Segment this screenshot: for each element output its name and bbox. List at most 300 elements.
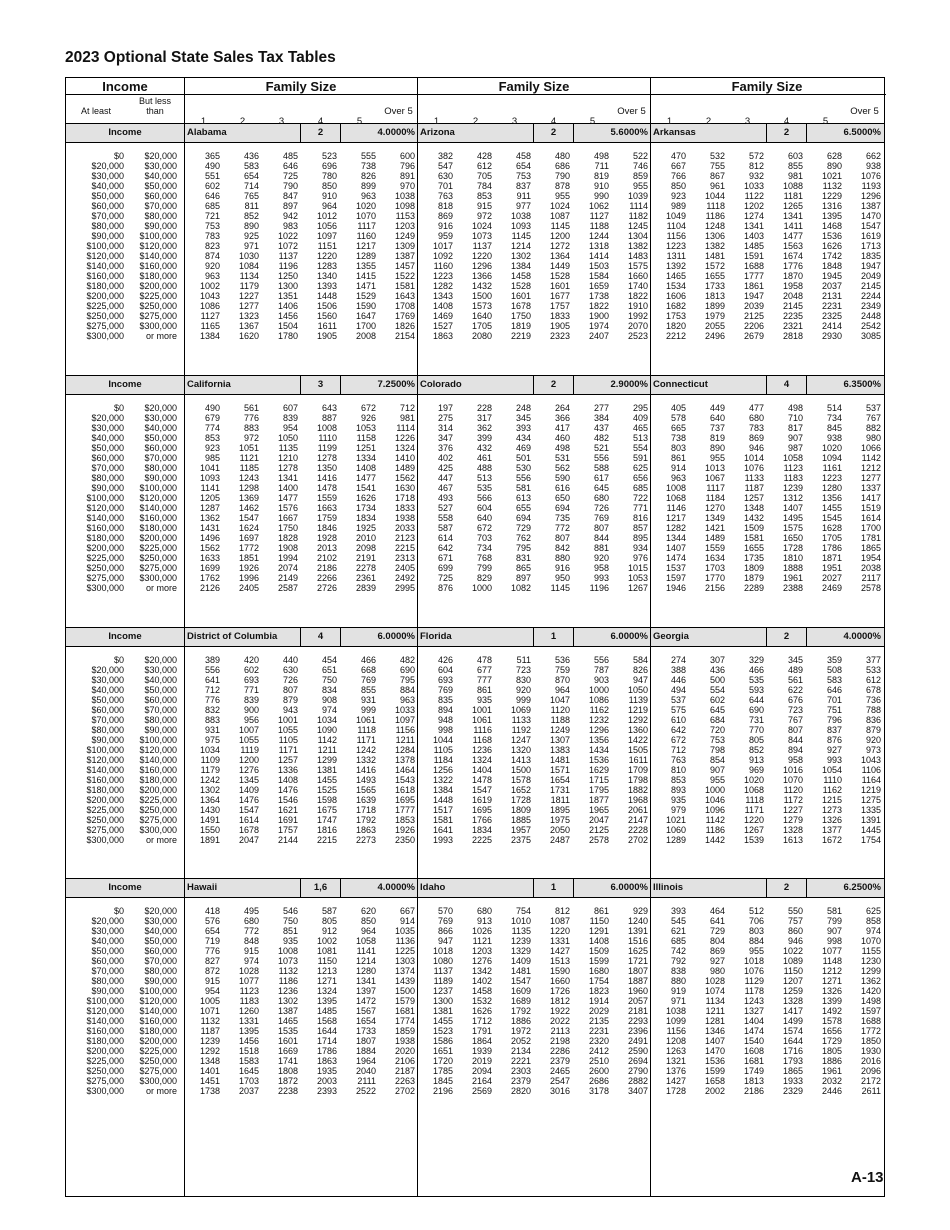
tax-amount: 1073 xyxy=(471,231,492,241)
tax-amount: 1186 xyxy=(705,211,725,221)
tax-amount: 1133 xyxy=(511,715,531,725)
tax-amount: 1769 xyxy=(394,311,415,321)
tax-amount: 1674 xyxy=(782,251,803,261)
tax-amount: 880 xyxy=(554,553,570,563)
tax-amount: 2074 xyxy=(277,563,298,573)
tax-amount: 2020 xyxy=(394,1046,415,1056)
tax-amount: 393 xyxy=(515,423,531,433)
tax-amount: 751 xyxy=(826,705,842,715)
tax-amount: 1708 xyxy=(394,301,415,311)
tax-amount: 807 xyxy=(554,533,570,543)
tax-amount: 895 xyxy=(632,533,648,543)
family-size-column xyxy=(534,906,570,1096)
tax-amount: 1659 xyxy=(588,281,609,291)
tax-amount: 2465 xyxy=(549,1066,570,1076)
tax-amount: 1120 xyxy=(783,785,803,795)
tax-amount: 1740 xyxy=(627,281,648,291)
tax-amount: 1156 xyxy=(395,725,415,735)
income-but-less-than: or more xyxy=(145,835,177,845)
tax-amount: 907 xyxy=(826,926,842,936)
tax-amount: 2611 xyxy=(861,1086,881,1096)
tax-amount: 1925 xyxy=(355,523,376,533)
tax-amount: 1926 xyxy=(394,825,415,835)
tax-amount: 1581 xyxy=(432,815,453,825)
tax-amount: 837 xyxy=(826,725,842,735)
family-size-column xyxy=(340,655,376,845)
tax-amount: 712 xyxy=(204,685,220,695)
tax-amount: 2231 xyxy=(588,1026,609,1036)
tax-amount: 1092 xyxy=(432,251,453,261)
tax-amount: 1421 xyxy=(704,523,725,533)
tax-amount: 1244 xyxy=(588,231,609,241)
tax-amount: 1296 xyxy=(471,261,492,271)
tax-amount: 1644 xyxy=(782,1036,803,1046)
family-size-col-label: 3 xyxy=(278,116,285,127)
family-size-col-label: 1 xyxy=(200,116,207,127)
tax-amount: 1663 xyxy=(316,503,337,513)
tax-amount: 2154 xyxy=(394,331,415,341)
tax-amount: 884 xyxy=(748,936,764,946)
tax-amount: 1462 xyxy=(238,503,259,513)
tax-amount: 1211 xyxy=(317,745,337,755)
tax-amount: 1298 xyxy=(238,483,259,493)
tax-amount: 763 xyxy=(670,755,686,765)
tax-amount: 1020 xyxy=(743,775,764,785)
tax-amount: 1119 xyxy=(240,745,259,755)
tax-amount: 1536 xyxy=(588,755,609,765)
tax-amount: 1629 xyxy=(588,765,609,775)
tax-amount: 710 xyxy=(787,413,803,423)
tax-amount: 765 xyxy=(243,191,259,201)
tax-amount: 477 xyxy=(748,403,764,413)
tax-amount: 1695 xyxy=(471,805,492,815)
tax-amount: 1349 xyxy=(704,513,725,523)
tax-amount: 1895 xyxy=(549,805,570,815)
tax-amount: 1812 xyxy=(549,996,570,1006)
tax-amount: 384 xyxy=(593,413,609,423)
tax-amount: 1304 xyxy=(627,231,648,241)
income-but-less-than: $140,000 xyxy=(139,1006,177,1016)
tax-amount: 1247 xyxy=(510,735,531,745)
tax-amount: 767 xyxy=(787,715,803,725)
tax-amount: 646 xyxy=(282,161,298,171)
tax-amount: 946 xyxy=(748,443,764,453)
tax-amount: 1958 xyxy=(782,281,803,291)
tax-amount: 1513 xyxy=(549,956,570,966)
tax-amount: 1403 xyxy=(743,231,764,241)
tax-amount: 1500 xyxy=(394,986,415,996)
tax-amount: 1445 xyxy=(860,825,881,835)
tax-amount: 959 xyxy=(437,231,453,241)
tax-amount: 641 xyxy=(709,916,725,926)
tax-amount: 1819 xyxy=(510,321,531,331)
tax-amount: 1772 xyxy=(860,1026,881,1036)
tax-amount: 556 xyxy=(593,453,609,463)
tax-amount: 1038 xyxy=(665,1006,686,1016)
tax-amount: 1243 xyxy=(743,996,764,1006)
tax-amount: 848 xyxy=(243,936,259,946)
tax-amount: 1863 xyxy=(432,331,453,341)
tax-amount: 613 xyxy=(515,493,531,503)
tax-amount: 818 xyxy=(437,201,453,211)
tax-amount: 1219 xyxy=(627,705,648,715)
tax-amount: 641 xyxy=(204,675,220,685)
tax-amount: 1478 xyxy=(471,775,492,785)
tax-amount: 1477 xyxy=(355,473,376,483)
tax-amount: 1277 xyxy=(238,301,259,311)
tax-amount: 1316 xyxy=(821,201,842,211)
income-at-least: $70,000 xyxy=(91,463,124,473)
family-size-column xyxy=(456,403,492,593)
income-but-less-than: $50,000 xyxy=(144,181,177,191)
tax-amount: 2156 xyxy=(704,583,725,593)
tax-amount: 1547 xyxy=(238,513,259,523)
tax-amount: 1076 xyxy=(860,171,881,181)
state-exemptions: 2 xyxy=(783,631,790,642)
state-exemptions: 4 xyxy=(317,631,324,642)
tax-amount: 1864 xyxy=(471,1036,492,1046)
tax-amount: 295 xyxy=(632,403,648,413)
tax-amount: 1299 xyxy=(860,966,881,976)
tax-amount: 1278 xyxy=(277,463,298,473)
tax-amount: 1996 xyxy=(238,573,259,583)
tax-amount: 622 xyxy=(787,685,803,695)
state-rate: 5.6000% xyxy=(610,127,648,138)
tax-amount: 1053 xyxy=(355,423,376,433)
tax-amount: 656 xyxy=(632,473,648,483)
family-size-col-label: 5 xyxy=(589,116,596,127)
tax-amount: 1417 xyxy=(782,1006,803,1016)
tax-amount: 1471 xyxy=(355,281,376,291)
tax-amount: 1404 xyxy=(471,765,492,775)
tax-amount: 1434 xyxy=(588,745,609,755)
tax-amount: 1850 xyxy=(860,1036,881,1046)
tax-amount: 1120 xyxy=(550,705,570,715)
tax-amount: 1142 xyxy=(861,453,881,463)
tax-amount: 1406 xyxy=(277,301,298,311)
tax-amount: 723 xyxy=(787,705,803,715)
income-but-less-than: $70,000 xyxy=(144,453,177,463)
tax-amount: 1547 xyxy=(471,785,492,795)
tax-amount: 1123 xyxy=(783,463,803,473)
tax-amount: 556 xyxy=(593,655,609,665)
tax-amount: 974 xyxy=(243,956,259,966)
tax-amount: 1351 xyxy=(277,291,298,301)
tax-amount: 796 xyxy=(826,715,842,725)
tax-amount: 418 xyxy=(204,906,220,916)
tax-amount: 734 xyxy=(476,543,492,553)
tax-amount: 1879 xyxy=(743,573,764,583)
tax-amount: 1660 xyxy=(549,976,570,986)
tax-amount: 393 xyxy=(670,906,686,916)
tax-amount: 1028 xyxy=(238,966,259,976)
tax-amount: 738 xyxy=(360,161,376,171)
tax-amount: 466 xyxy=(360,655,376,665)
tax-amount: 2496 xyxy=(704,331,725,341)
tax-amount: 970 xyxy=(399,181,415,191)
tax-amount: 1728 xyxy=(510,795,531,805)
tax-amount: 762 xyxy=(515,533,531,543)
tax-amount: 1599 xyxy=(588,956,609,966)
family-size-column xyxy=(184,655,220,845)
income-but-less-than: $275,000 xyxy=(139,815,177,825)
tax-amount: 587 xyxy=(321,906,337,916)
tax-amount: 329 xyxy=(748,655,764,665)
tax-amount: 1961 xyxy=(782,573,803,583)
tax-amount: 1256 xyxy=(432,765,453,775)
tax-amount: 935 xyxy=(670,795,686,805)
tax-amount: 2293 xyxy=(627,1016,648,1026)
tax-amount: 1021 xyxy=(821,171,842,181)
tax-amount: 1022 xyxy=(277,231,298,241)
tax-amount: 2590 xyxy=(627,1046,648,1056)
income-at-least: $20,000 xyxy=(91,161,124,171)
state-name: District of Columbia xyxy=(187,631,278,642)
exemptions-box-left xyxy=(533,123,534,142)
tax-amount: 1474 xyxy=(743,1026,764,1036)
exemptions-box-right xyxy=(340,375,341,394)
tax-amount: 1713 xyxy=(860,241,881,251)
tax-amount: 2686 xyxy=(588,1076,609,1086)
income-at-least: $100,000 xyxy=(86,745,124,755)
tax-amount: 1279 xyxy=(782,815,803,825)
tax-amount: 1334 xyxy=(355,453,376,463)
tax-amount: 1634 xyxy=(704,553,725,563)
state-rate: 6.3500% xyxy=(843,379,881,390)
state-rate: 6.0000% xyxy=(610,631,648,642)
tax-amount: 2039 xyxy=(743,301,764,311)
tax-amount: 684 xyxy=(709,715,725,725)
income-but-less-than: $140,000 xyxy=(139,251,177,261)
tax-amount: 561 xyxy=(243,403,259,413)
tax-amount: 1185 xyxy=(239,463,259,473)
tax-amount: 1291 xyxy=(588,926,609,936)
tax-amount: 893 xyxy=(670,785,686,795)
tax-amount: 1644 xyxy=(316,1026,337,1036)
state-name: Georgia xyxy=(653,631,689,642)
tax-amount: 2027 xyxy=(821,573,842,583)
tax-amount: 1077 xyxy=(238,976,259,986)
income-but-less-than: $200,000 xyxy=(139,533,177,543)
tax-amount: 866 xyxy=(437,926,453,936)
tax-amount: 725 xyxy=(437,573,453,583)
income-but-less-than: $30,000 xyxy=(144,916,177,926)
income-but-less-than: $30,000 xyxy=(144,665,177,675)
tax-amount: 1810 xyxy=(782,553,803,563)
tax-amount: 1150 xyxy=(783,966,803,976)
tax-amount: 750 xyxy=(321,675,337,685)
tax-amount: 1356 xyxy=(821,493,842,503)
tax-amount: 1106 xyxy=(861,765,881,775)
tax-amount: 1575 xyxy=(627,261,648,271)
tax-amount: 1302 xyxy=(510,251,531,261)
tax-amount: 440 xyxy=(282,655,298,665)
tax-amount: 1599 xyxy=(704,1066,725,1076)
tax-amount: 1227 xyxy=(238,291,259,301)
tax-amount: 1303 xyxy=(394,956,415,966)
family-size-column xyxy=(689,151,725,341)
tax-amount: 1795 xyxy=(588,785,609,795)
tax-amount: 954 xyxy=(282,423,298,433)
tax-amount: 706 xyxy=(748,916,764,926)
tax-amount: 876 xyxy=(437,583,453,593)
family-size-column xyxy=(184,906,220,1096)
tax-amount: 665 xyxy=(670,423,686,433)
tax-amount: 1720 xyxy=(432,1056,453,1066)
tax-amount: 678 xyxy=(865,685,881,695)
tax-amount: 1439 xyxy=(394,976,415,986)
tax-amount: 1058 xyxy=(355,936,376,946)
tax-amount: 1002 xyxy=(199,281,220,291)
tax-amount: 1271 xyxy=(821,976,842,986)
tax-amount: 755 xyxy=(709,161,725,171)
tax-amount: 1678 xyxy=(238,825,259,835)
tax-amount: 1573 xyxy=(471,301,492,311)
tax-amount: 874 xyxy=(204,251,220,261)
tax-amount: 753 xyxy=(709,735,725,745)
tax-amount: 2790 xyxy=(627,1066,648,1076)
tax-amount: 900 xyxy=(243,705,259,715)
tax-amount: 1350 xyxy=(316,463,337,473)
page-number: A-13 xyxy=(851,1169,884,1186)
tax-amount: 437 xyxy=(593,423,609,433)
tax-amount: 1395 xyxy=(316,996,337,1006)
tax-amount: 754 xyxy=(515,906,531,916)
tax-amount: 1220 xyxy=(471,251,492,261)
tax-amount: 1853 xyxy=(394,815,415,825)
tax-amount: 817 xyxy=(787,423,803,433)
tax-amount: 894 xyxy=(437,705,453,715)
tax-amount: 1536 xyxy=(821,231,842,241)
tax-amount: 1647 xyxy=(355,311,376,321)
income-but-less-than: $120,000 xyxy=(139,745,177,755)
tax-amount: 767 xyxy=(865,413,881,423)
income-at-least: $20,000 xyxy=(91,665,124,675)
tax-amount: 1094 xyxy=(821,453,842,463)
tax-amount: 955 xyxy=(632,181,648,191)
tax-amount: 488 xyxy=(476,463,492,473)
income-at-least: $300,000 xyxy=(86,835,124,845)
tax-amount: 1018 xyxy=(743,956,764,966)
tax-amount: 1282 xyxy=(665,523,686,533)
exemptions-box-left xyxy=(766,878,767,897)
income-at-least: $80,000 xyxy=(91,976,124,986)
tax-amount: 490 xyxy=(204,161,220,171)
state-rate: 6.2500% xyxy=(843,882,881,893)
tax-amount: 1933 xyxy=(782,1076,803,1086)
income-at-least: $60,000 xyxy=(91,705,124,715)
tax-amount: 1243 xyxy=(238,473,259,483)
tax-amount: 1230 xyxy=(860,956,881,966)
row-divider xyxy=(66,375,884,376)
tax-amount: 1214 xyxy=(355,956,376,966)
tax-amount: 1237 xyxy=(432,986,453,996)
tax-amount: 2303 xyxy=(510,1066,531,1076)
tax-amount: 693 xyxy=(243,675,259,685)
tax-amount: 640 xyxy=(709,413,725,423)
tax-amount: 480 xyxy=(554,151,570,161)
tax-amount: 591 xyxy=(632,453,648,463)
tax-amount: 197 xyxy=(437,403,453,413)
tax-amount: 2407 xyxy=(588,331,609,341)
family-size-column xyxy=(845,655,881,845)
tax-amount: 2145 xyxy=(782,301,803,311)
tax-amount: 612 xyxy=(865,675,881,685)
tax-amount: 1043 xyxy=(860,755,881,765)
tax-amount: 850 xyxy=(360,916,376,926)
tax-amount: 799 xyxy=(826,916,842,926)
tax-amount: 1652 xyxy=(510,785,531,795)
tax-amount: 1851 xyxy=(238,553,259,563)
tax-amount: 1364 xyxy=(549,251,570,261)
tax-amount: 558 xyxy=(437,513,453,523)
tax-amount: 861 xyxy=(670,453,686,463)
tax-amount: 931 xyxy=(204,725,220,735)
tax-amount: 999 xyxy=(360,705,376,715)
tax-amount: 1193 xyxy=(861,181,881,191)
tax-amount: 1464 xyxy=(394,765,415,775)
tax-amount: 705 xyxy=(476,171,492,181)
tax-amount: 1302 xyxy=(277,996,298,1006)
tax-amount: 2080 xyxy=(471,331,492,341)
tax-amount: 1451 xyxy=(199,1076,220,1086)
tax-amount: 679 xyxy=(204,413,220,423)
tax-amount: 787 xyxy=(593,665,609,675)
tax-amount: 792 xyxy=(670,956,686,966)
family-size-header: Family Size xyxy=(265,79,337,94)
tax-amount: 1620 xyxy=(238,331,259,341)
tax-amount: 947 xyxy=(437,936,453,946)
tax-amount: 2019 xyxy=(471,1056,492,1066)
tax-amount: 1282 xyxy=(432,281,453,291)
income-at-least: $275,000 xyxy=(86,825,124,835)
tax-amount: 2818 xyxy=(782,331,803,341)
tax-amount: 963 xyxy=(360,191,376,201)
income-but-less-than: $70,000 xyxy=(144,956,177,966)
tax-amount: 602 xyxy=(204,181,220,191)
income-but-less-than: $100,000 xyxy=(139,986,177,996)
tax-amount: 2522 xyxy=(355,1086,376,1096)
state-name: Florida xyxy=(420,631,452,642)
tax-amount: 1697 xyxy=(238,533,259,543)
tax-amount: 770 xyxy=(748,725,764,735)
tax-amount: 847 xyxy=(282,191,298,201)
income-at-least: $250,000 xyxy=(86,1066,124,1076)
tax-amount: 1960 xyxy=(627,986,648,996)
tax-amount: 690 xyxy=(748,705,764,715)
tax-amount: 1581 xyxy=(743,533,764,543)
income-at-least: $50,000 xyxy=(91,695,124,705)
tax-amount: 1151 xyxy=(317,241,337,251)
tax-amount: 1114 xyxy=(396,423,415,433)
tax-amount: 2215 xyxy=(316,835,337,845)
tax-amount: 1807 xyxy=(355,1036,376,1046)
tax-amount: 1583 xyxy=(238,1056,259,1066)
tax-amount: 570 xyxy=(437,906,453,916)
tax-amount: 1367 xyxy=(238,321,259,331)
income-at-least: $0 xyxy=(113,655,124,665)
tax-amount: 694 xyxy=(515,513,531,523)
tax-amount: 971 xyxy=(670,996,686,1006)
income-at-least-column xyxy=(66,403,124,593)
tax-amount: 1171 xyxy=(278,745,298,755)
tax-amount: 535 xyxy=(476,483,492,493)
income-at-least: $100,000 xyxy=(86,241,124,251)
tax-amount: 1477 xyxy=(782,231,803,241)
tax-amount: 405 xyxy=(670,403,686,413)
income-at-least: $140,000 xyxy=(86,765,124,775)
tax-amount: 1611 xyxy=(628,755,648,765)
